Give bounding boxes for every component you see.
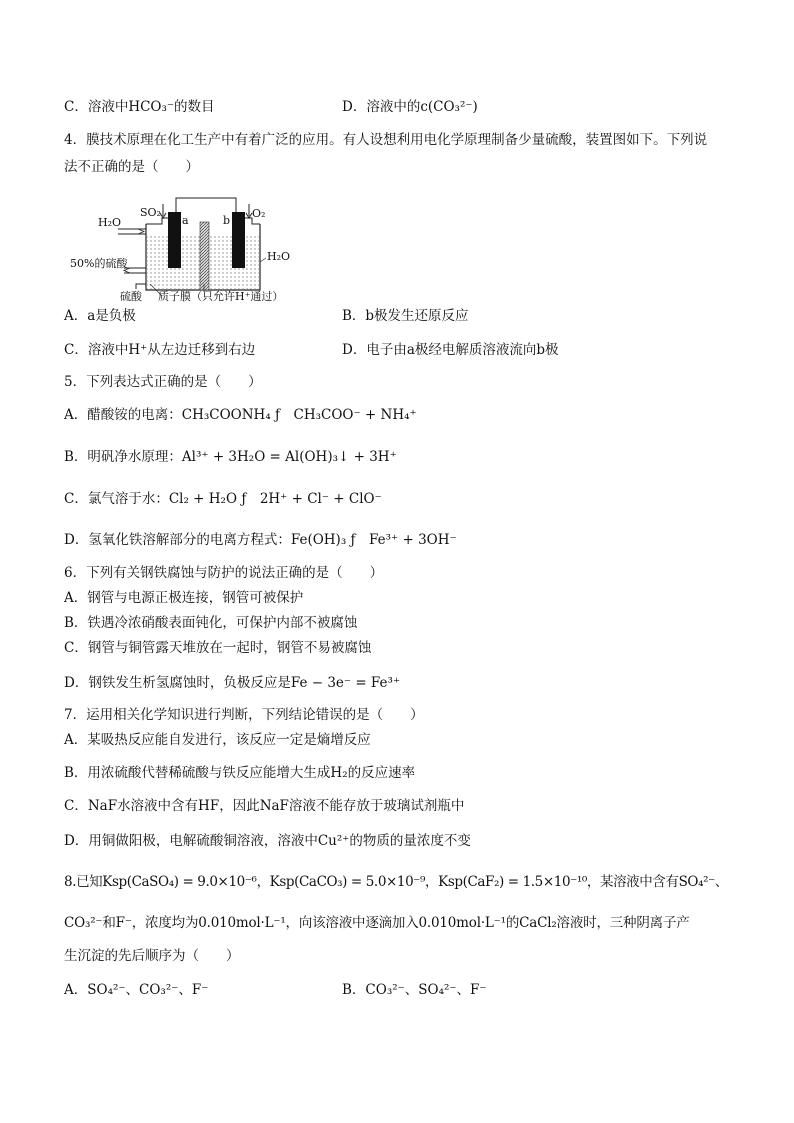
q8-stem-line-3: 生沉淀的先后顺序为（ ）	[64, 948, 240, 964]
q5-option-c: C．氯气溶于水：Cl₂ + H₂O ƒ 2H⁺ + Cl⁻ + ClO⁻	[64, 491, 382, 507]
q7-option-c: C．NaF水溶液中含有HF，因此NaF溶液不能存放于玻璃试剂瓶中	[64, 798, 465, 814]
label-electrode-b: b	[223, 214, 231, 227]
q7-stem: 7．运用相关化学知识进行判断，下列结论错误的是（ ）	[64, 707, 424, 723]
q7-option-d: D．用铜做阳极，电解硫酸铜溶液，溶液中Cu²⁺的物质的量浓度不变	[64, 833, 471, 849]
q8-option-b: B．CO₃²⁻、SO₄²⁻、F⁻	[342, 982, 487, 998]
label-electrode-a: a	[182, 214, 189, 227]
q4-stem-line-2: 法不正确的是（ ）	[64, 159, 199, 175]
q6-stem: 6．下列有关钢铁腐蚀与防护的说法正确的是（ ）	[64, 565, 384, 581]
q3-option-c: C．溶液中HCO₃⁻的数目	[64, 99, 215, 115]
label-sulfuric-acid-out: 硫酸	[120, 290, 142, 303]
label-o2: O₂	[252, 207, 266, 220]
q8-option-a: A．SO₄²⁻、CO₃²⁻、F⁻	[64, 982, 209, 998]
q4-option-c: C．溶液中H⁺从左边迁移到右边	[64, 342, 256, 358]
q5-option-b: B．明矾净水原理：Al³⁺ + 3H₂O = Al(OH)₃↓ + 3H⁺	[64, 449, 397, 465]
label-h2o-inlet: H₂O	[98, 216, 122, 229]
q3-option-d: D．溶液中的c(CO₃²⁻)	[342, 99, 478, 115]
q7-option-b: B．用浓硫酸代替稀硫酸与铁反应能增大生成H₂的反应速率	[64, 765, 416, 781]
label-so2: SO₂	[140, 206, 161, 219]
q6-option-a: A．钢管与电源正极连接，钢管可被保护	[64, 590, 304, 606]
q6-option-c: C．钢管与铜管露天堆放在一起时，钢管不易被腐蚀	[64, 640, 372, 656]
label-50-percent-acid: 50%的硫酸	[70, 257, 128, 270]
q4-option-a: A．a是负极	[64, 308, 136, 324]
q6-option-b: B．铁遇冷浓硝酸表面钝化，可保护内部不被腐蚀	[64, 615, 358, 631]
q7-option-a: A．某吸热反应能自发进行，该反应一定是熵增反应	[64, 732, 371, 748]
q8-stem-line-1: 8.已知Ksp(CaSO₄) = 9.0×10⁻⁶，Ksp(CaCO₃) = 5.0×10⁻⁹，Ksp(CaF₂) = 1.5×10⁻¹⁰，某溶液中含有SO₄²⁻、	[64, 874, 728, 890]
q4-option-d: D．电子由a极经电解质溶液流向b极	[342, 342, 559, 358]
q5-option-a: A．醋酸铵的电离：CH₃COONH₄ ƒ CH₃COO⁻ + NH₄⁺	[64, 407, 417, 423]
label-proton-membrane: 质子膜（只允许H⁺通过）	[158, 290, 284, 303]
q5-option-d: D．氢氧化铁溶解部分的电离方程式：Fe(OH)₃ ƒ Fe³⁺ + 3OH⁻	[64, 532, 457, 548]
electrolysis-apparatus-diagram	[66, 192, 306, 304]
label-h2o-right: H₂O	[267, 250, 291, 263]
q4-option-b: B．b极发生还原反应	[342, 308, 469, 324]
q8-stem-line-2: CO₃²⁻和F⁻，浓度均为0.010mol·L⁻¹，向该溶液中逐滴加入0.010mol·L⁻¹的CaCl₂溶液时，三种阴离子产	[64, 915, 690, 931]
q5-stem: 5．下列表达式正确的是（ ）	[64, 374, 262, 390]
q4-stem-line-1: 4．膜技术原理在化工生产中有着广泛的应用。有人设想利用电化学原理制备少量硫酸，装置图如下。下列说	[64, 132, 708, 148]
q6-option-d: D．钢铁发生析氢腐蚀时，负极反应是Fe − 3e⁻ = Fe³⁺	[64, 675, 401, 691]
